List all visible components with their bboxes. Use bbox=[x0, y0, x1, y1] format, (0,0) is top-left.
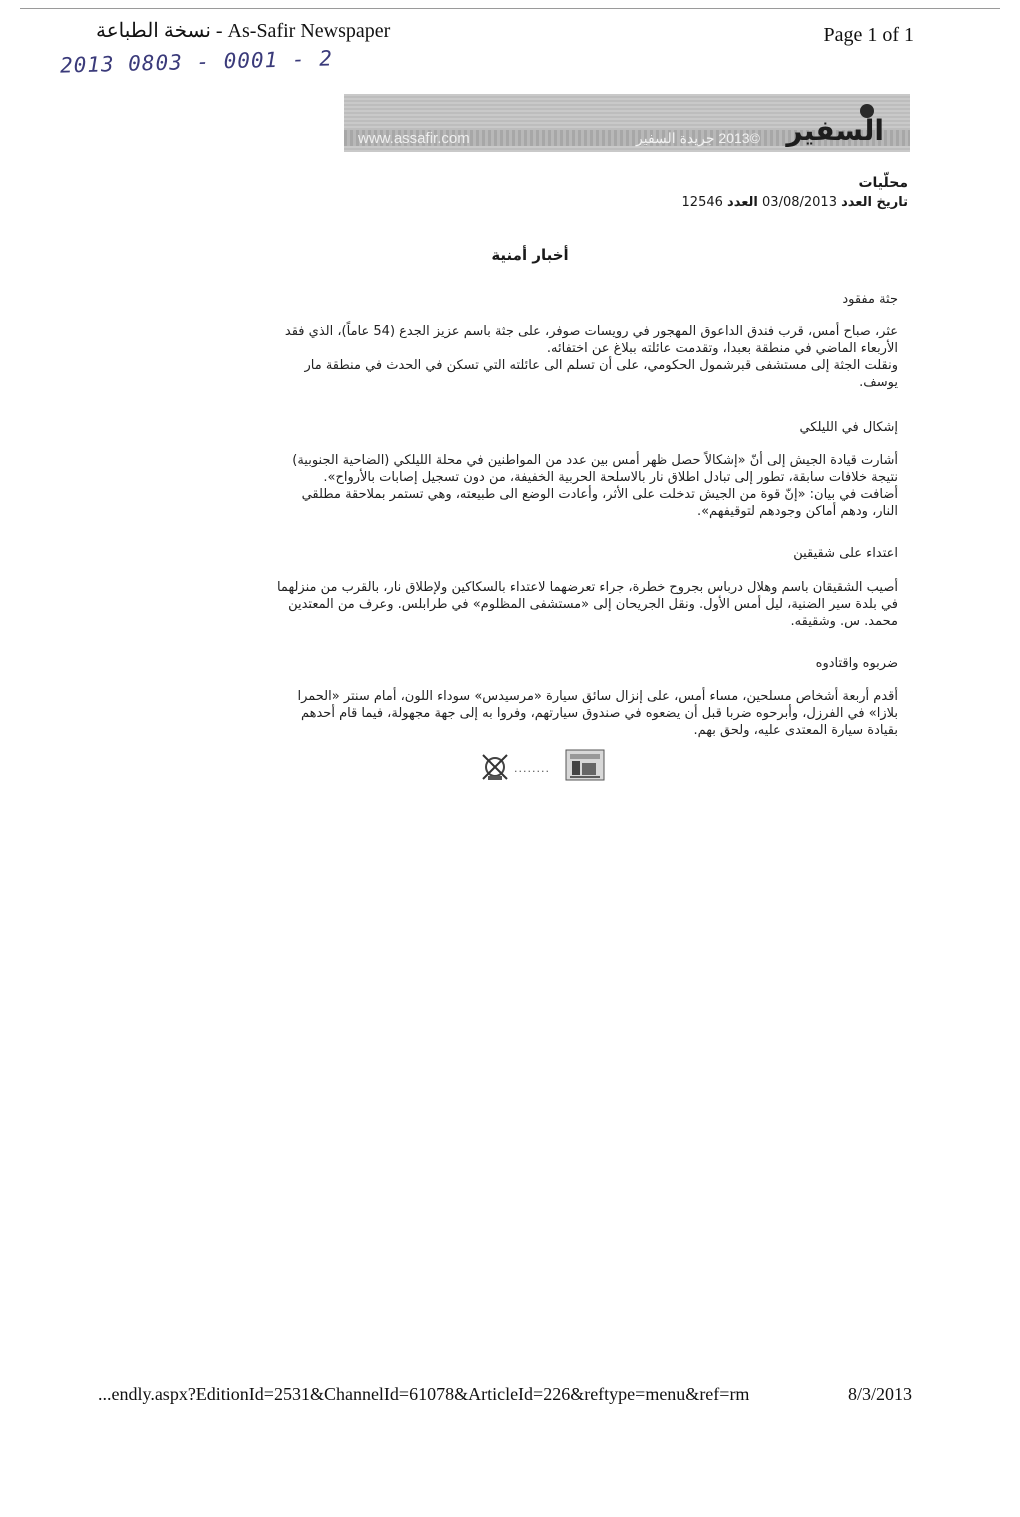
footer-date: 8/3/2013 bbox=[847, 1384, 912, 1404]
issue-info bbox=[682, 195, 908, 210]
body-line: بلازا» في الفرزل، وأبرحوه ضربا قبل أن يضعوه في صندوق سيارتهم، وفروا به إلى جهة مجهولة، فيما قام أحدهم bbox=[300, 706, 898, 721]
section-label: محلّيات bbox=[858, 175, 908, 191]
article-title: أخبار أمنية bbox=[491, 246, 569, 264]
footer-url: ...endly.aspx?EditionId=2531&ChannelId=61078&ArticleId=226&reftype=menu&ref=rm bbox=[98, 1384, 750, 1404]
top-rule bbox=[20, 8, 1000, 9]
body-line: أصيب الشقيقان باسم وهلال درباس بجروح خطرة، جراء تعرضهما لاعتداء بالسكاكين ولإطلاق نار، بالقرب من منزلهما bbox=[276, 580, 898, 595]
crossed-circle-icon bbox=[480, 752, 510, 782]
handwritten-reference: 2013 0803 - 0001 - 2 bbox=[59, 46, 334, 78]
body-line: نتيجة خلافات سابقة، تطور إلى تبادل اطلاق نار بالاسلحة الحربية الخفيفة، من دون تسجيل إصابات بالأرواح». bbox=[323, 470, 898, 485]
item-heading: إشكال في الليلكي bbox=[799, 420, 898, 435]
issue-number: 12546 bbox=[681, 195, 723, 210]
banner-url: www.assafir.com bbox=[358, 130, 470, 147]
item-heading: جثة مفقود bbox=[842, 292, 898, 307]
issue-date-label: تاريخ العدد bbox=[841, 195, 908, 210]
body-line: أقدم أربعة أشخاص مسلحين، مساء أمس، على إنزال سائق سيارة «مرسيدس» سوداء اللون، أمام سنتر «الحمرا bbox=[297, 689, 898, 704]
body-line: محمد. س. وشقيقه. bbox=[790, 614, 898, 629]
newspaper-logo: السفير bbox=[786, 114, 884, 147]
body-line: ونقلت الجثة إلى مستشفى قبرشمول الحكومي، على أن تسلم الى عائلته التي تسكن في الحدث في منطقة مار bbox=[304, 358, 898, 373]
body-line: الأربعاء الماضي في منطقة بعبدا، وتقدمت عائلته ببلاغ عن اختفائه. bbox=[546, 341, 898, 356]
body-line: عثر، صباح أمس، قرب فندق الداعوق المهجور في رويسات صوفر، على جثة باسم عزيز الجدع (54 عاماً)، الذي فقد bbox=[284, 324, 898, 339]
issue-date: 03/08/2013 bbox=[762, 195, 837, 210]
body-line: بقيادة سيارة المعتدى عليه، ولحق بهم. bbox=[693, 723, 898, 738]
item-body bbox=[186, 452, 898, 520]
body-line: في بلدة سير الضنية، ليل أمس الأول. ونقل الجريحان إلى «مستشفى المظلوم» في طرابلس. وعرف من المعتدين bbox=[288, 597, 898, 612]
body-line: أشارت قيادة الجيش إلى أنّ «إشكالاً حصل ظهر أمس بين عدد من المواطنين في محلة الليلكي (الضاحية الجنوبية) bbox=[292, 453, 898, 468]
print-header-title: نسخة الطباعة - As-Safir Newspaper bbox=[96, 20, 391, 42]
item-body bbox=[186, 579, 898, 630]
print-stamp-icon bbox=[564, 748, 606, 782]
body-line: النار، ودهم أماكن وجودهم لتوقيفهم». bbox=[696, 504, 898, 519]
issue-number-label: العدد bbox=[727, 195, 758, 210]
item-heading: اعتداء على شقيقين bbox=[793, 546, 898, 561]
item-heading: ضربوه واقتادوه bbox=[815, 656, 898, 671]
body-line: أضافت في بيان: «إنّ قوة من الجيش تدخلت على الأثر، وأعادت الوضع الى طبيعته، وهي تستمر بملاحقة مطلقي bbox=[301, 487, 898, 502]
body-line: يوسف. bbox=[859, 375, 898, 390]
item-body bbox=[186, 323, 898, 391]
stamp-dots: ........ bbox=[514, 762, 550, 775]
item-body bbox=[186, 688, 898, 739]
newspaper-banner bbox=[344, 94, 910, 152]
stamp-marks bbox=[480, 748, 608, 784]
banner-copyright: ©2013 جريدة السفير bbox=[636, 130, 760, 146]
page-number: Page 1 of 1 bbox=[823, 24, 914, 46]
